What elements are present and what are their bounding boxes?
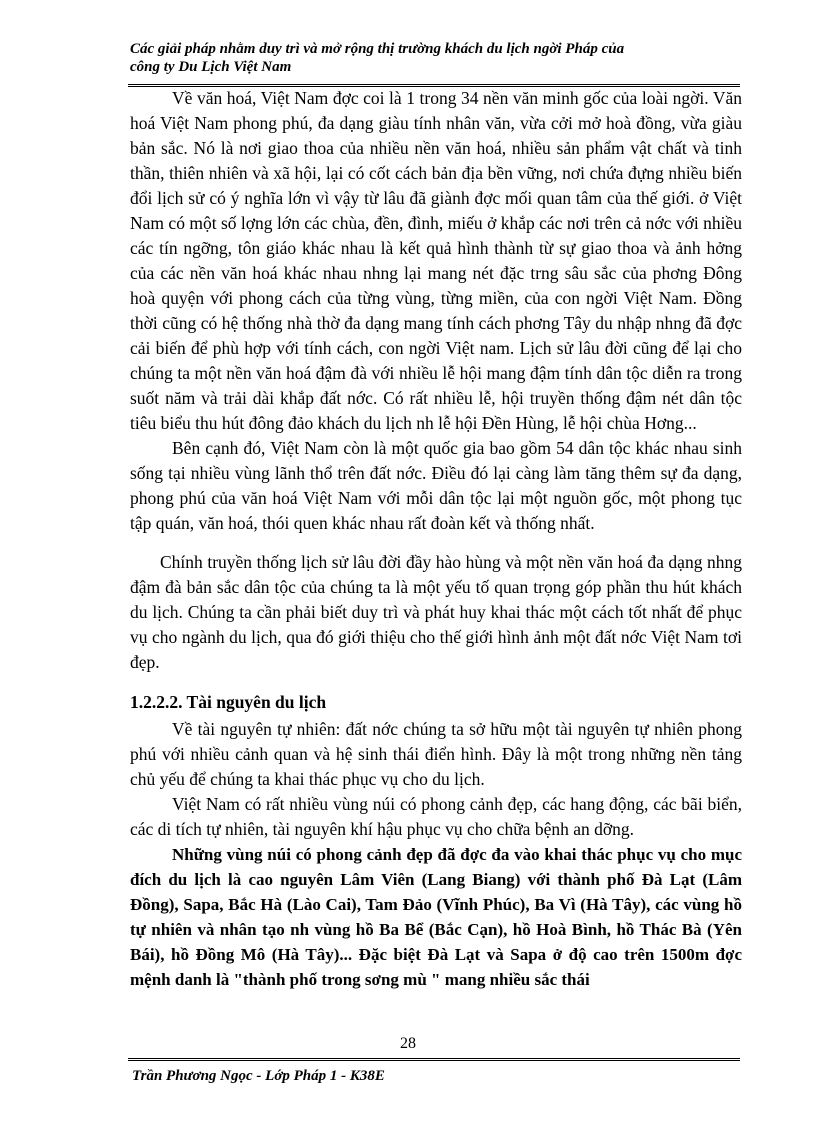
- paragraph-tradition: Chính truyền thống lịch sử lâu đời đầy hào hùng và một nền văn hoá đa dạng nhng đậm đà bản sắc dân tộc của chúng ta là một yếu tố quan trọng góp phần thu hút khách du lịch. Chúng ta cần phải biết duy trì và phát huy khai thác một cách tốt nhất để phục vụ cho ngành du lịch, qua đó giới thiệu cho thế giới hình ảnh một đất nớc Việt Nam tơi đẹp.: [130, 552, 742, 672]
- header-title-line-2: công ty Du Lịch Việt Nam: [130, 59, 292, 75]
- page-number: 28: [400, 1035, 416, 1052]
- page-footer: Trần Phương Ngọc - Lớp Pháp 1 - K38E: [132, 1068, 385, 1084]
- document-body: [130, 86, 742, 992]
- page-header: [130, 40, 730, 76]
- paragraph-natural-resources: Về tài nguyên tự nhiên: đất nớc chúng ta sở hữu một tài nguyên tự nhiên phong phú với nhiều cảnh quan và hệ sinh thái điển hình. Đây là một trong những nền tảng chủ yếu để chúng ta khai thác phục vụ cho du lịch.: [130, 719, 742, 789]
- paragraph-ethnic-groups: Bên cạnh đó, Việt Nam còn là một quốc gia bao gồm 54 dân tộc khác nhau sinh sống tại nhiều vùng lãnh thổ trên đất nớc. Điều đó lại càng làm tăng thêm sự đa dạng, phong phú của văn hoá Việt Nam với mỗi dân tộc lại một nguồn gốc, một phong tục tập quán, văn hoá, thói quen khác nhau rất đoàn kết và thống nhất.: [130, 438, 742, 533]
- paragraph-landscapes: Việt Nam có rất nhiều vùng núi có phong cảnh đẹp, các hang động, các bãi biển, các di tích tự nhiên, tài nguyên khí hậu phục vụ cho chữa bệnh an dỡng.: [130, 794, 742, 839]
- section-heading: 1.2.2.2. Tài nguyên du lịch: [130, 692, 327, 712]
- footer-divider: [128, 1058, 740, 1061]
- header-title-line-1: Các giải pháp nhằm duy trì và mở rộng thị trường khách du lịch ngời Pháp của: [130, 41, 625, 57]
- paragraph-mountain-regions: Những vùng núi có phong cảnh đẹp đã đợc đa vào khai thác phục vụ cho mục đích du lịch là cao nguyên Lâm Viên (Lang Biang) với thành phố Đà Lạt (Lâm Đồng), Sapa, Bắc Hà (Lào Cai), Tam Đảo (Vĩnh Phúc), Ba Vì (Hà Tây), các vùng hồ tự nhiên và nhân tạo nh vùng hồ Ba Bể (Bắc Cạn), hồ Hoà Bình, hồ Thác Bà (Yên Bái), hồ Đồng Mô (Hà Tây)... Đặc biệt Đà Lạt và Sapa ở độ cao trên 1500m đợc mệnh danh là "thành phố trong sơng mù " mang nhiều sắc thái: [130, 845, 742, 989]
- paragraph-culture: Về văn hoá, Việt Nam đợc coi là 1 trong 34 nền văn minh gốc của loài ngời. Văn hoá Việt Nam phong phú, đa dạng giàu tính nhân văn, vừa cởi mở hoà đồng, vừa giàu bản sắc. Nó là nơi giao thoa của nhiều nền văn hoá, nhiều sản phẩm vật chất và tinh thần, thiên nhiên và xã hội, lại có cốt cách bản địa bền vững, nơi chứa đựng nhiều biến đổi lịch sử có ý nghĩa lớn vì vậy từ lâu đã giành đợc mối quan tâm của thế giới. ở Việt Nam có một số lợng lớn các chùa, đền, đình, miếu ở khắp các nơi trên cả nớc với nhiều các tín ngỡng, tôn giáo khác nhau là kết quả hình thành từ sự giao thoa và ảnh hởng của các nền văn hoá khác nhau nhng lại mang nét đặc trng sâu sắc của phơng Đông hoà quyện với phong cách của từng vùng, từng miền, của con ngời Việt Nam. Đồng thời cũng có hệ thống nhà thờ đa dạng mang tính cách phơng Tây du nhập nhng đã đợc cải biến để phù hợp với tính cách, con ngời Việt nam. Lịch sử lâu đời cũng để lại cho chúng ta một nền văn hoá đậm đà với nhiều lễ hội mang đậm tính dân tộc diễn ra trong suốt năm và trải dài khắp đất nớc. Có rất nhiều lễ, hội truyền thống đậm nét dân tộc tiêu biểu thu hút đông đảo khách du lịch nh lễ hội Đền Hùng, lễ hội chùa Hơng...: [130, 88, 742, 433]
